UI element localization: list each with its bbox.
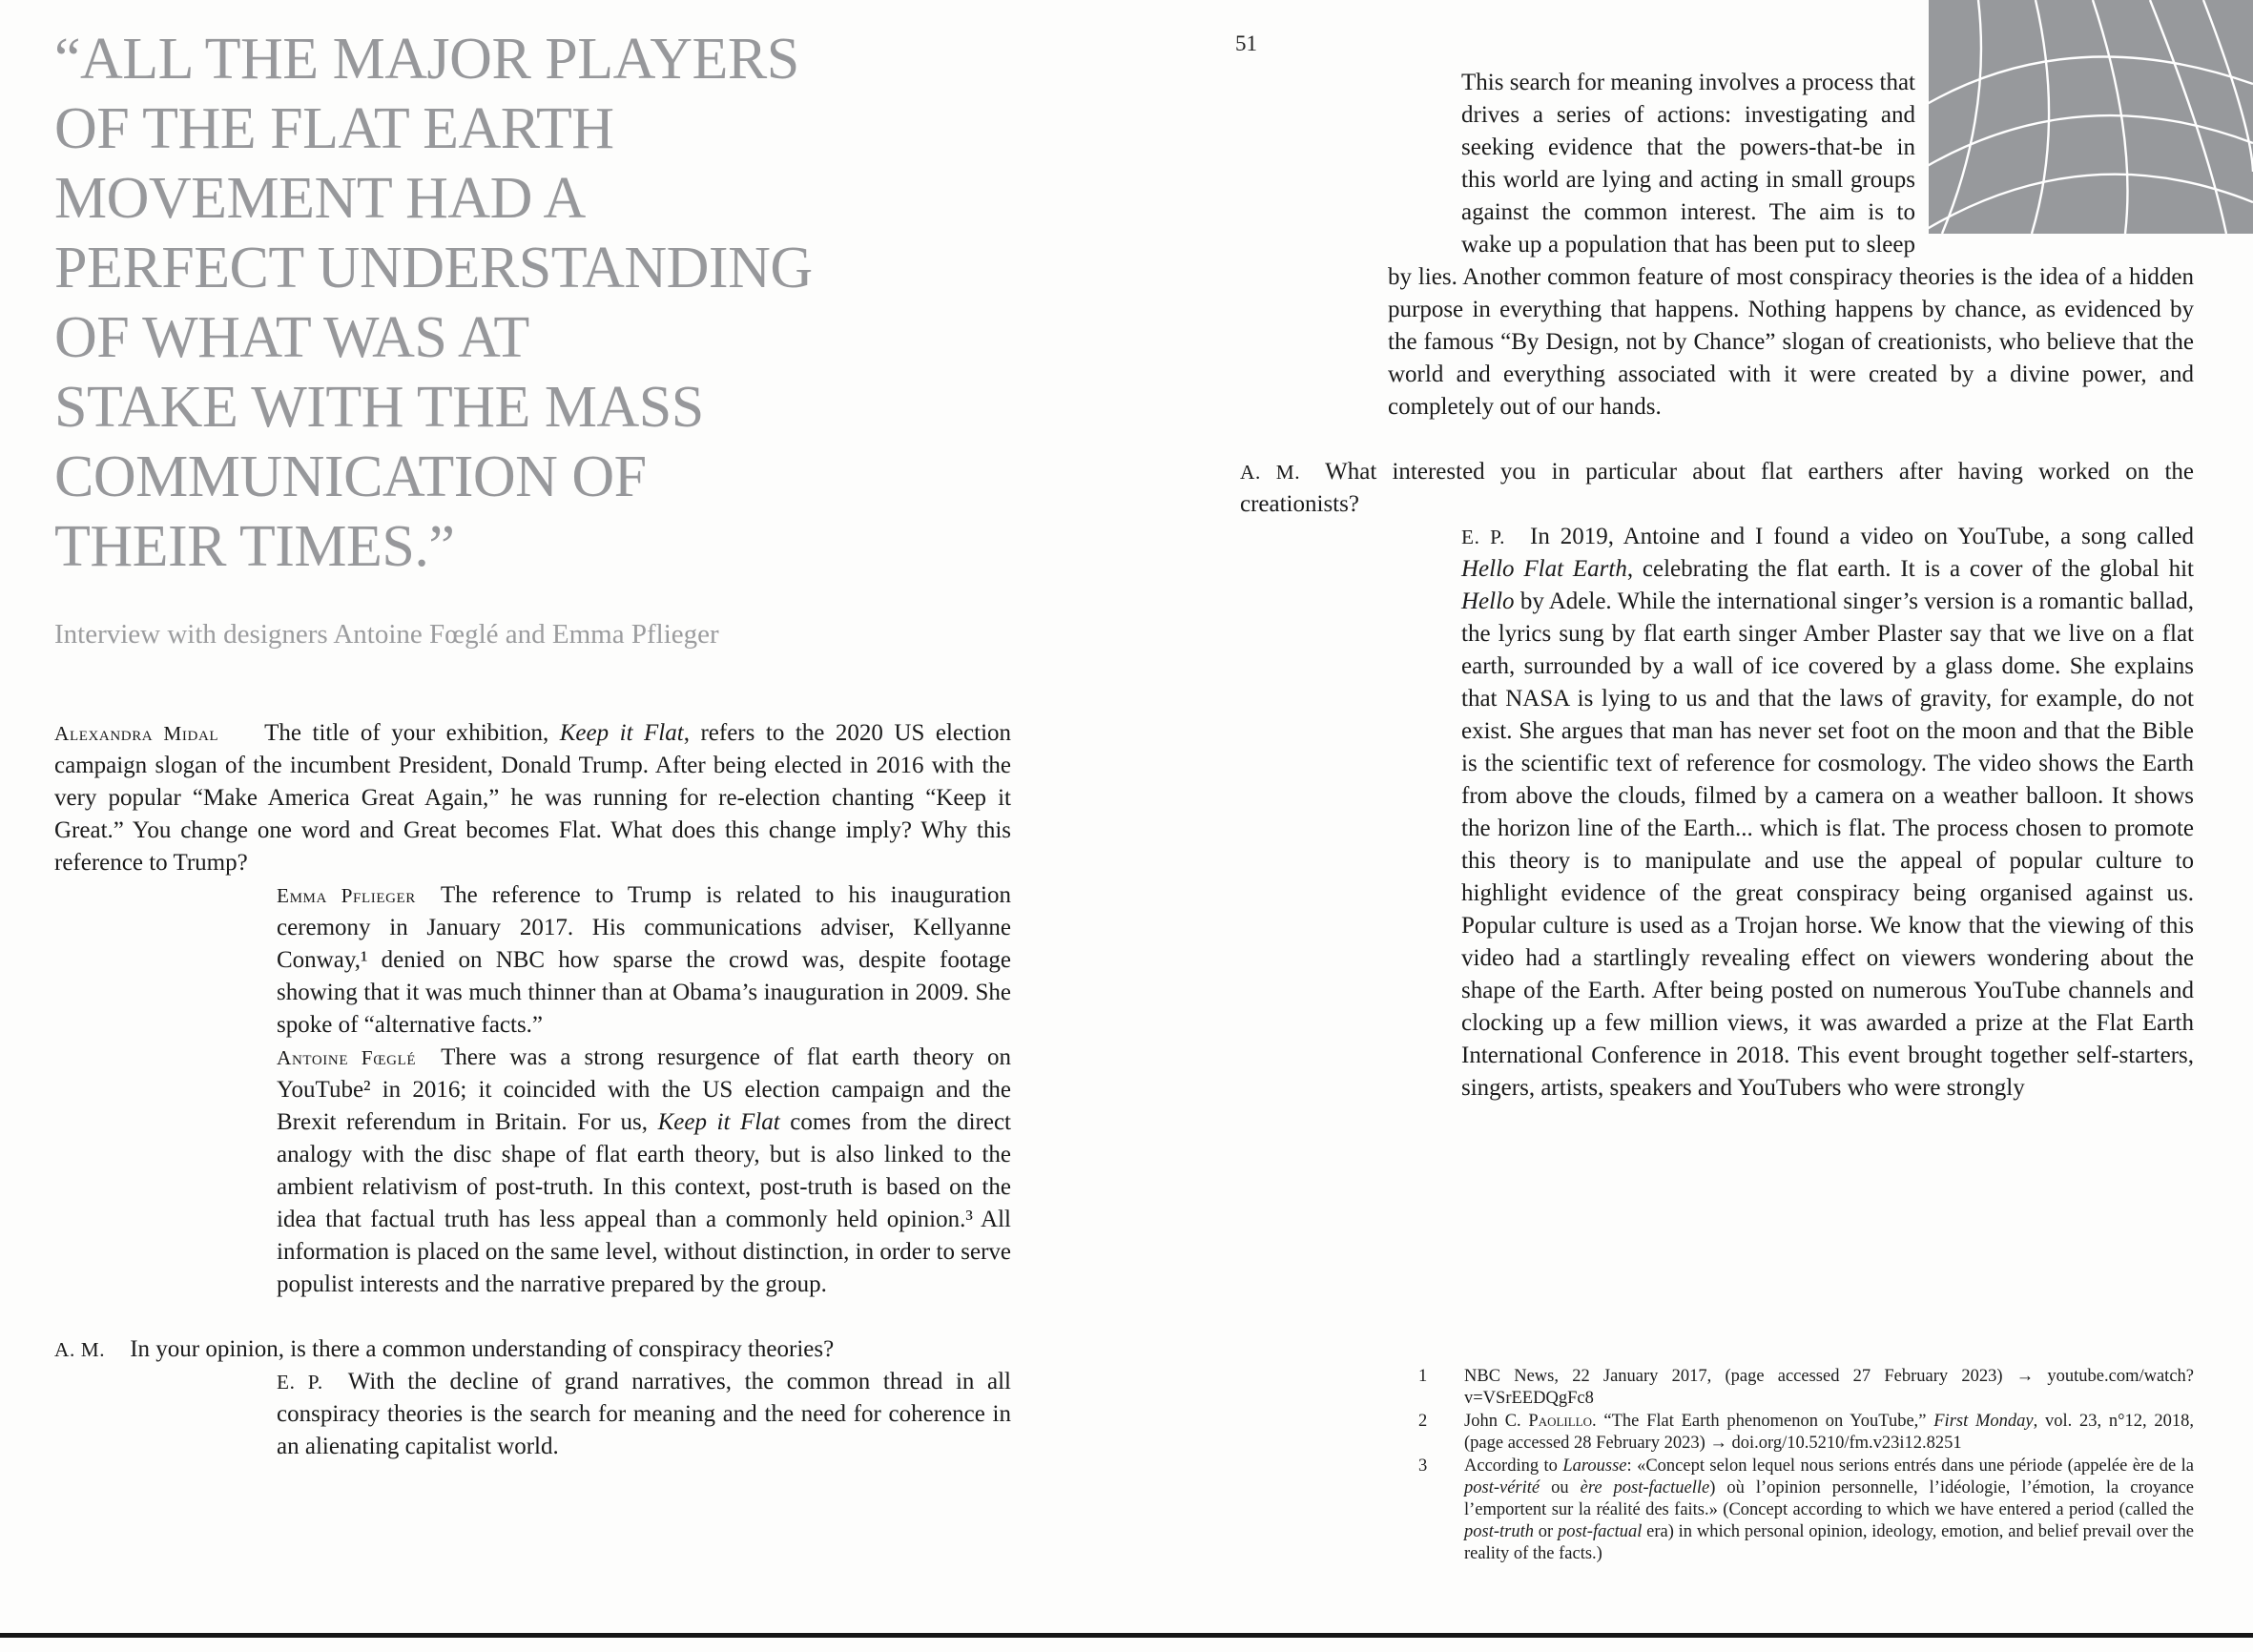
footnote <box>1418 1456 2194 1565</box>
headline-line: “ALL THE MAJOR PLAYERS <box>54 27 799 92</box>
interview-answer-block <box>277 1042 1011 1301</box>
headline-line: COMMUNICATION OF <box>54 444 647 509</box>
footnote-text: According to Larousse: «Concept selon lequel nous serions entrés dans une période (appelée ère de la post-vérité ou ère post-factuelle) où l’opinion personnelle, l’idéologie, l’émotion, la croyance l’emportent sur la réalité des faits.» (Concept according to which we have entered a period (called the post-truth or post-factual era) in which personal opinion, ideology, emotion, and belief prevail over the reality of the facts.) <box>1464 1456 2194 1563</box>
interview-answer-block <box>1461 521 2194 1105</box>
page-bottom-rule <box>0 1633 2253 1638</box>
speaker-label-emma-pflieger: Emma Pflieger <box>277 884 416 907</box>
footnote-number: 3 <box>1418 1456 1428 1476</box>
interview-question-block <box>1240 456 2194 521</box>
footnotes-block <box>1418 1366 2194 1566</box>
answer-text: The reference to Trump is related to his inauguration ceremony in January 2017. His communications adviser, Kellyanne Conway,¹ denied on NBC how sparse the crowd was, despite footage showing that it was much thinner than at Obama’s inauguration in 2009. She spoke of “alternative facts.” <box>277 882 1011 1038</box>
footnote-text: NBC News, 22 January 2017, (page accessed 27 February 2023) → youtube.com/watch?v=VSrEEDQgFc8 <box>1464 1367 2194 1408</box>
left-page <box>0 0 1126 1652</box>
pull-quote-headline <box>54 25 813 582</box>
interview-subtitle: Interview with designers Antoine Fœglé and Emma Pflieger <box>54 619 719 650</box>
left-body-column <box>54 717 1011 1463</box>
interview-question-block <box>54 717 1011 879</box>
speaker-label-ep: E. P. <box>1461 526 1506 548</box>
interview-answer-block <box>277 879 1011 1042</box>
footnote <box>1418 1366 2194 1410</box>
speaker-label-am: A. M. <box>1240 461 1301 484</box>
page-number: 51 <box>1235 31 1257 55</box>
question-text: In your opinion, is there a common understanding of conspiracy theories? <box>130 1336 835 1362</box>
right-page <box>1126 0 2253 1652</box>
speaker-label-antoine-foegle: Antoine Fœglé <box>277 1046 417 1069</box>
footnote-text: John C. Paolillo. “The Flat Earth phenomenon on YouTube,” First Monday, vol. 23, n°12, 2018, (page accessed 28 February 2023) → doi.org/10.5210/fm.v23i12.8251 <box>1464 1412 2194 1453</box>
speaker-label-alexandra-midal: Alexandra Midal <box>54 722 219 745</box>
headline-line: THEIR TIMES.” <box>54 514 455 579</box>
answer-text: This search for meaning involves a process that drives a series of actions: investigating and seeking evidence that the powers-that-be in this world are lying and acting in small groups against the common interest. The aim is to wake up a population that has been put to sleep by lies. Another common feature of most conspiracy theories is the idea of a hidden purpose in everything that happens. Nothing happens by chance, as evidenced by the famous “By Design, not by Chance” slogan of creationists, who believe that the world and everything associated with it were created by a divine power, and completely out of our hands. <box>1388 70 2194 420</box>
question-text: What interested you in particular about flat earthers after having worked on the creationists? <box>1240 459 2194 517</box>
footnote-number: 2 <box>1418 1412 1428 1431</box>
interview-answer-block <box>277 1366 1011 1463</box>
graphic-wrap-spacer-right <box>1915 67 2194 235</box>
question-text: The title of your exhibition, Keep it Flat, refers to the 2020 US election campaign slogan of the incumbent President, Donald Trump. After being elected in 2016 with the very popular “Make America Great Again,” he was running for re-election chanting “Keep it Great.” You change one word and Great becomes Flat. What does this change imply? Why this reference to Trump? <box>54 720 1012 876</box>
interview-question-block <box>54 1333 1011 1366</box>
headline-line: STAKE WITH THE MASS <box>54 375 704 440</box>
answer-text: There was a strong resurgence of flat earth theory on YouTube² in 2016; it coincided with the US election campaign and the Brexit referendum in Britain. For us, Keep it Flat comes from the direct analogy with the disc shape of flat earth theory, but is also linked to the ambient relativism of post-truth. In this context, post-truth is based on the idea that factual truth has less appeal than a commonly held opinion.³ All information is placed on the same level, without distinction, in order to serve populist interests and the narrative prepared by the group. <box>277 1044 1011 1297</box>
right-body-column <box>1240 67 2194 1105</box>
footnote-number: 1 <box>1418 1367 1428 1386</box>
headline-line: MOVEMENT HAD A <box>54 166 586 231</box>
answer-text: In 2019, Antoine and I found a video on YouTube, a song called Hello Flat Earth, celebrating the flat earth. It is a cover of the global hit Hello by Adele. While the international singer’s version is a romantic ballad, the lyrics sung by flat earth singer Amber Plaster say that we live on a flat earth, surrounded by a wall of ice covered by a glass dome. She explains that NASA is lying to us and that the laws of gravity, for example, do not exist. She argues that man has never set foot on the moon and that the Bible is the scientific text of reference for cosmology. The video shows the Earth from above the clouds, filmed by a camera on a weather balloon. It shows the horizon line of the Earth... which is flat. The process chosen to promote this theory is to manipulate and use the appeal of popular culture to highlight evidence of the great conspiracy being organised against us. Popular culture is used as a Trojan horse. We know that the viewing of this video had a startlingly revealing effect on viewers wondering about the shape of the Earth. After being posted on numerous YouTube channels and clocking up a few million views, it was awarded a prize at the Flat Earth International Conference in 2018. This event brought together self-starters, singers, artists, speakers and YouTubers who were strongly <box>1461 524 2195 1101</box>
headline-line: OF THE FLAT EARTH <box>54 96 614 161</box>
headline-line: OF WHAT WAS AT <box>54 305 529 370</box>
speaker-label-ep: E. P. <box>277 1371 323 1394</box>
footnote <box>1418 1411 2194 1455</box>
graphic-wrap-spacer-left <box>1388 67 1461 235</box>
speaker-label-am: A. M. <box>54 1338 106 1361</box>
answer-continuation-paragraph <box>1388 67 2194 423</box>
answer-text: With the decline of grand narratives, the common thread in all conspiracy theories is the search for meaning and the need for coherence in an alienating capitalist world. <box>277 1369 1011 1459</box>
headline-line: PERFECT UNDERSTANDING <box>54 236 813 300</box>
